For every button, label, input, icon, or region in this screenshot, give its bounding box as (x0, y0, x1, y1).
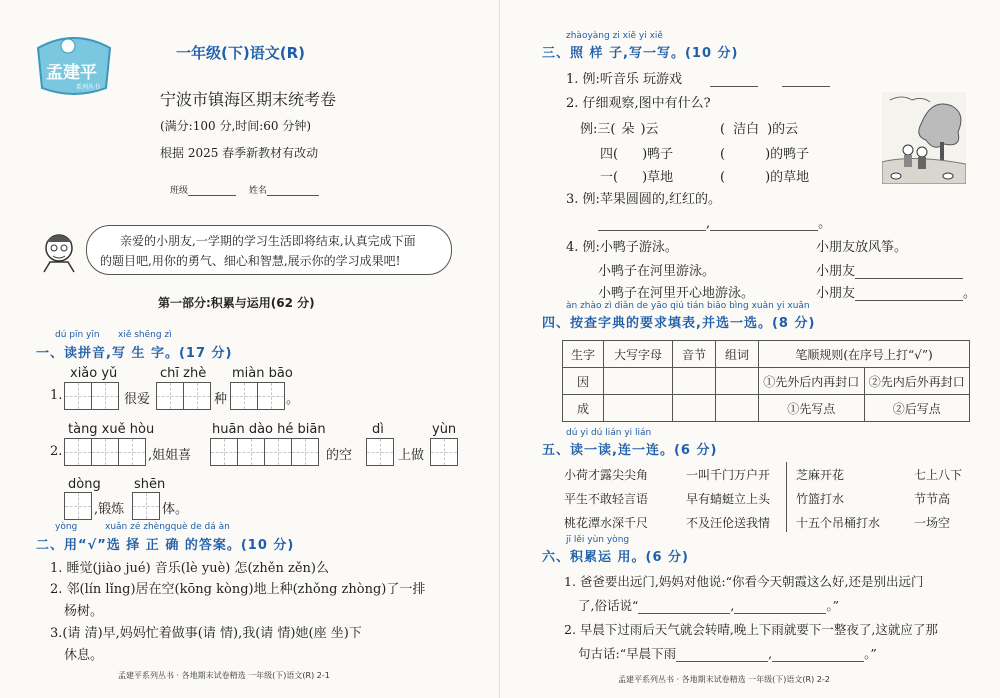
s1-row1-py-2: chī zhè (160, 366, 207, 381)
s5-col1-item-1[interactable]: 小荷才露尖尖角 (564, 468, 649, 482)
s1-row3-text-1: ,锻炼 (94, 502, 125, 517)
s6-q2a: 2. 早晨下过雨后天气就会转晴,晚上下雨就要下一整夜了,这就应了那 (564, 622, 938, 637)
s1-row2-py-2: huān dào hé biān (212, 422, 326, 437)
s5-col1-item-3[interactable]: 桃花潭水深千尺 (564, 516, 649, 530)
class-field[interactable] (170, 183, 319, 196)
s1-row1-py-1: xiǎo yǔ (70, 366, 118, 381)
s3-row3-label-3: ( (720, 170, 726, 185)
s1-row2-grid-1[interactable] (64, 438, 145, 466)
section-6-title: 六、积累运 用。(6 分) (542, 550, 689, 565)
s3-row3-b[interactable] (720, 166, 809, 185)
s3-q1-blank-1[interactable] (710, 68, 758, 87)
intro-line-2: 的题目吧,用你的勇气、细心和智慧,展示你的学习成果吧! (100, 254, 401, 268)
s5-divider (786, 462, 787, 532)
s3-q4d-label: 小朋友 (816, 264, 856, 279)
s1-row3-text-2: 体。 (162, 502, 189, 517)
s2-q2b: 杨树。 (64, 604, 104, 619)
syllable-cell[interactable] (673, 395, 716, 422)
s1-row2-grid-3[interactable] (366, 438, 393, 466)
exam-info: (满分:100 分,时间:60 分钟) (160, 119, 312, 133)
s6-q1a: 1. 爸爸要出远门,妈妈对他说:“你看今天朝霞这么好,还是别出远门 (564, 574, 924, 589)
park-scene-icon (882, 92, 966, 184)
s4-pinyin: àn zhào zì diǎn de yāo qiú tián biǎo bìng xuǎn yi xuǎn (566, 301, 810, 311)
s3-row2-b[interactable] (720, 143, 809, 162)
s5-col2-item-1[interactable]: 一叫千门万户开 (686, 468, 771, 482)
s6-q2b-label: 句古话:“早晨下雨 (578, 646, 677, 661)
dictionary-table (562, 340, 970, 422)
s3-q4f[interactable] (816, 282, 976, 301)
option-a[interactable]: ①先写点 (759, 395, 865, 422)
section-2-title: 二、用“√”选 择 正 确 的答案。(10 分) (36, 538, 295, 553)
s3-example-row (580, 118, 659, 137)
s3-ex-part-3: )云 (640, 122, 659, 137)
word-cell[interactable] (716, 368, 759, 395)
s2-pinyin-a: yòng (55, 522, 78, 532)
s1-row2-py-4: yùn (432, 422, 457, 437)
scene-illustration (882, 92, 966, 184)
s2-q2a: 2. 邻(lín lǐng)居在空(kōng kòng)地上种(zhǒng zhòng)了一排 (50, 582, 426, 597)
paper-title: 一年级(下)语文(R) (176, 44, 305, 62)
s6-q2b[interactable] (578, 644, 877, 662)
s2-q1: 1. 睡觉(jiào jué) 音乐(lè yuè) 怎(zhěn zěn)么 (50, 561, 329, 576)
s3-row2-label-4: )的鸭子 (765, 147, 810, 162)
s3-ex-part-5: 洁白 (733, 122, 760, 137)
s1-row2-grid-4[interactable] (430, 438, 457, 466)
s3-q4a: 4. 例:小鸭子游泳。 (566, 240, 678, 255)
section-3-title: 三、照 样 子,写一写。(10 分) (542, 46, 739, 61)
word-cell[interactable] (716, 395, 759, 422)
right-footer: 孟建平系列丛书 · 各地期末试卷精选 一年级(下)语文(R) 2-2 (618, 675, 830, 684)
name-label: 姓名 (248, 186, 267, 196)
s1-row3-py-2: shēn (134, 477, 166, 492)
s3-ex-part-1: 例:三( (580, 122, 616, 137)
s1-row1-label: 1. (50, 388, 63, 403)
class-label: 班级 (170, 186, 189, 196)
col-stroke-rule: 笔顺规则(在序号上打“√”) (759, 341, 970, 368)
s1-pinyin-b: xiě shēng zì (118, 330, 172, 340)
s6-q2b-end: 。” (864, 646, 877, 661)
s5-col3-item-1[interactable]: 芝麻开花 (796, 468, 845, 482)
s6-q2b-mid: , (768, 646, 773, 661)
s1-row1-grid-1[interactable] (64, 382, 118, 410)
s1-row3-grid-1[interactable] (64, 492, 91, 520)
s6-q1b-mid: , (730, 598, 735, 613)
publisher-logo (28, 28, 120, 100)
s3-ex-part-2: 朵 (621, 122, 635, 137)
s3-q4e: 小鸭子在河里开心地游泳。 (598, 286, 755, 301)
option-b[interactable]: ②后写点 (864, 395, 970, 422)
letter-cell[interactable] (604, 395, 673, 422)
s5-col4-item-2[interactable]: 节节高 (914, 492, 951, 506)
s1-row2-py-1: tàng xuě hòu (68, 422, 155, 437)
s3-q4d[interactable] (816, 260, 963, 279)
s3-q4f-label: 小朋友 (816, 286, 856, 301)
option-a[interactable]: ①先外后内再封口 (759, 368, 865, 395)
logo-subtext: 系列丛书 (76, 84, 101, 91)
section-4-title: 四、按查字典的要求填表,并选一选。(8 分) (542, 316, 816, 331)
s1-row2-text-3: 上做 (398, 448, 425, 463)
s6-pinyin: jī lěi yùn yòng (566, 535, 630, 545)
s1-row2-text-2: 的空 (326, 448, 353, 463)
s5-col2-item-3[interactable]: 不及汪伦送我情 (686, 516, 771, 530)
s1-row2-text-1: ,姐姐喜 (148, 448, 192, 463)
s2-q3a: 3.(请 清)早,妈妈忙着做事(请 情),我(请 情)她(座 坐)下 (50, 626, 362, 641)
syllable-cell[interactable] (673, 368, 716, 395)
teacher-icon (36, 228, 82, 274)
s1-row3-grid-2[interactable] (132, 492, 159, 520)
teacher-avatar (36, 228, 82, 274)
s1-row2-label: 2. (50, 444, 63, 459)
s1-row3-py-1: dòng (68, 477, 101, 492)
s1-row1-text-2: 种 (214, 392, 228, 407)
left-footer: 孟建平系列丛书 · 各地期末试卷精选 一年级(下)语文(R) 2-1 (118, 671, 330, 680)
s3-q3-comma: , (706, 216, 711, 231)
s3-row2-a[interactable] (600, 143, 673, 162)
s5-col2-item-2[interactable]: 早有蜻蜓立上头 (686, 492, 771, 506)
s1-row1-text-1: 很爱 (124, 392, 151, 407)
s3-row2-label-2: )鸭子 (642, 147, 674, 162)
row-char: 因 (563, 368, 604, 395)
section-1-title: 一、读拼音,写 生 字。(17 分) (36, 346, 233, 361)
s3-ex-part-6: )的云 (767, 122, 799, 137)
intro-line-1: 亲爱的小朋友,一学期的学习生活即将结束,认真完成下面 (120, 234, 416, 248)
s1-row1-py-3: miàn bāo (232, 366, 293, 381)
s3-row2-label-1: 四( (600, 147, 619, 162)
s3-q3: 3. 例:苹果圆圆的,红红的。 (566, 192, 722, 207)
s5-col1-item-2[interactable]: 平生不敢轻言语 (564, 492, 649, 506)
s3-q4c: 小鸭子在河里游泳。 (598, 264, 716, 279)
exam-note: 根据 2025 春季新教材有改动 (160, 146, 319, 160)
s3-row3-label-4: )的草地 (765, 170, 810, 185)
letter-cell[interactable] (604, 368, 673, 395)
s5-pinyin: dú yi dú lián yi lián (566, 428, 652, 438)
s3-q1: 1. 例:听音乐 玩游戏 (566, 72, 683, 87)
s6-q1b-label: 了,俗话说“ (578, 598, 639, 613)
col-char: 生字 (563, 341, 604, 368)
s5-col3-item-2[interactable]: 竹篮打水 (796, 492, 845, 506)
table-row (563, 368, 970, 395)
row-char: 成 (563, 395, 604, 422)
s6-q1b[interactable] (578, 596, 839, 614)
s5-col3-item-3[interactable]: 十五个吊桶打水 (796, 516, 881, 530)
s3-row3-label-1: 一( (600, 170, 619, 185)
s1-row1-grid-3[interactable] (230, 382, 284, 410)
logo-text: 孟建平 (46, 63, 97, 83)
s3-q2: 2. 仔细观察,图中有什么? (566, 96, 711, 111)
s1-row2-py-3: dì (372, 422, 384, 437)
s3-q3-end: 。 (818, 216, 832, 231)
s3-row3-a[interactable] (600, 166, 673, 185)
exam-name: 宁波市镇海区期末统考卷 (160, 90, 337, 109)
s2-q3b: 休息。 (64, 648, 104, 663)
table-header-row (563, 341, 970, 368)
right-page (500, 0, 1000, 698)
s3-example-row-b (720, 118, 798, 137)
s5-col4-item-3[interactable]: 一场空 (914, 516, 951, 530)
s6-q1b-end: 。” (826, 598, 839, 613)
table-row (563, 395, 970, 422)
s3-q4b: 小朋友放风筝。 (816, 240, 908, 255)
s1-row2-grid-2[interactable] (210, 438, 318, 466)
col-letter: 大写字母 (604, 341, 673, 368)
s3-row2-label-3: ( (720, 147, 726, 162)
s3-row3-label-2: )草地 (642, 170, 674, 185)
s3-ex-part-4: ( (720, 122, 726, 137)
s5-col4-item-1[interactable]: 七上八下 (914, 468, 963, 482)
s2-pinyin-b: xuǎn zé zhèngquè de dá àn (105, 522, 230, 532)
col-syllable: 音节 (673, 341, 716, 368)
s1-pinyin-a: dú pīn yīn (55, 330, 100, 340)
s3-q3-answer[interactable] (598, 212, 831, 231)
s3-q1-blank-2[interactable] (782, 68, 830, 87)
option-b[interactable]: ②先内后外再封口 (864, 368, 970, 395)
s3-pinyin: zhàoyàng zi xiě yi xiě (566, 31, 663, 41)
s3-q4f-end: 。 (963, 286, 977, 301)
s1-row1-text-3: 。 (286, 392, 300, 407)
section-5-title: 五、读一读,连一连。(6 分) (542, 443, 718, 458)
col-word: 组词 (716, 341, 759, 368)
part-1-heading: 第一部分:积累与运用(62 分) (158, 296, 315, 310)
s1-row1-grid-2[interactable] (156, 382, 210, 410)
